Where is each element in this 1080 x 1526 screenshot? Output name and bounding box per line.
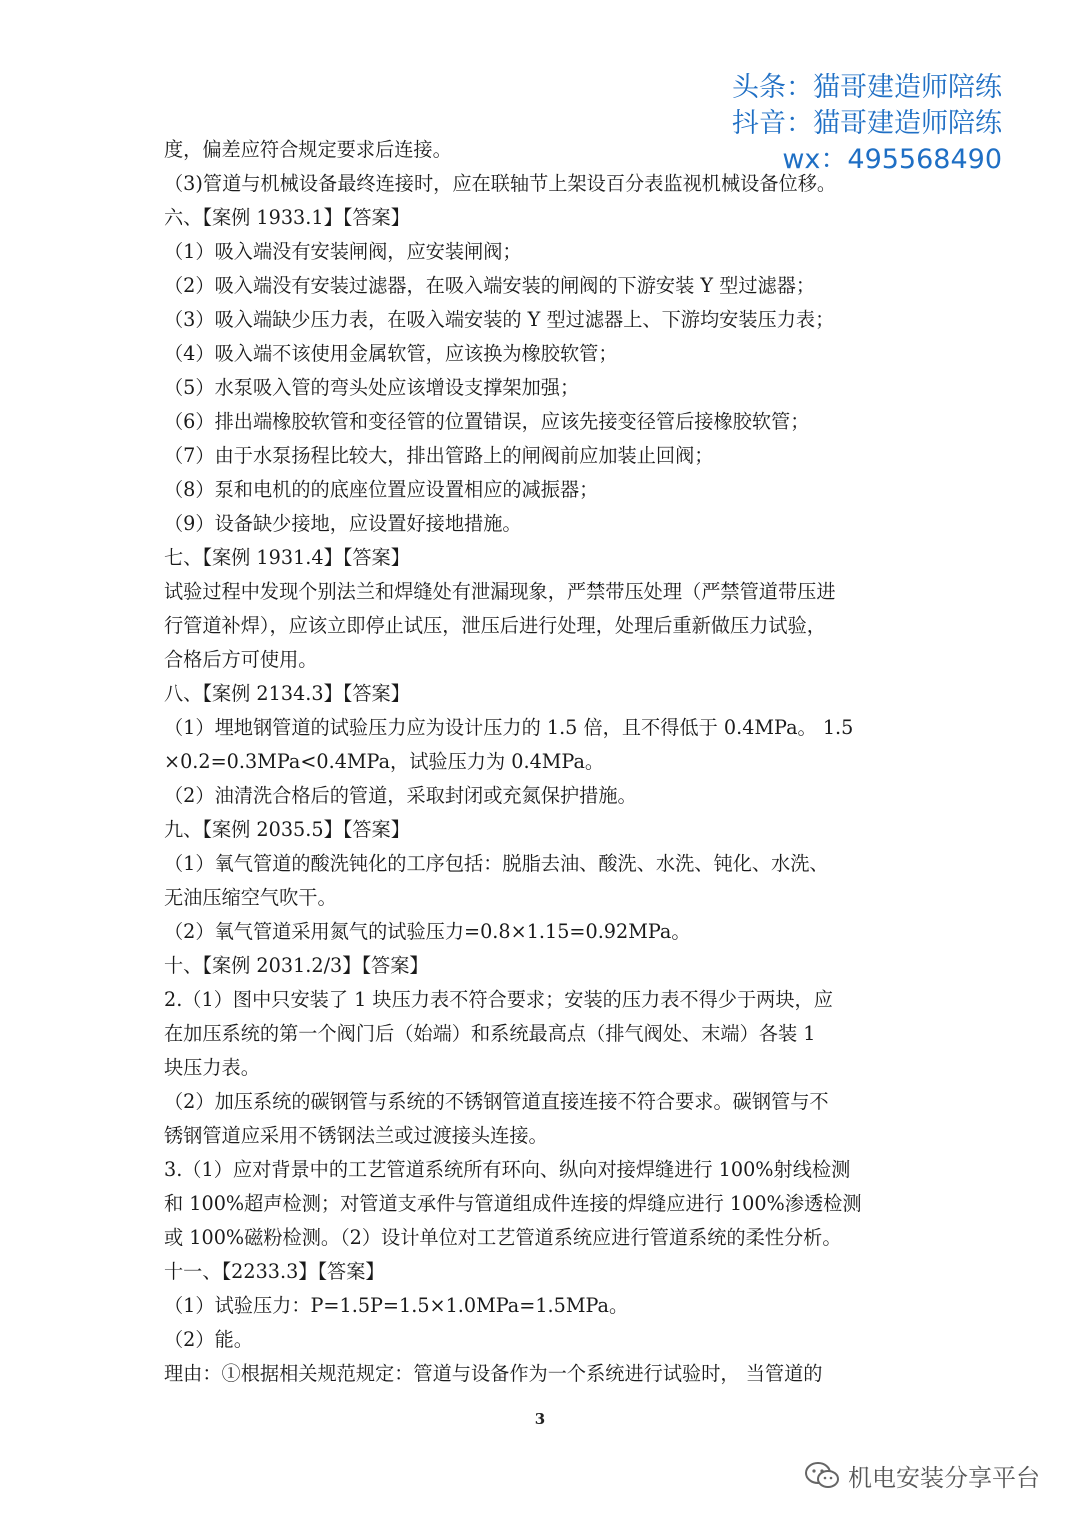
text-line: （1）吸入端没有安装闸阀，应安装闸阀； <box>164 240 522 263</box>
text-line: 八、【案例 2134.3】【答案】 <box>164 682 410 705</box>
document-body <box>164 133 924 1391</box>
watermark-line-3: wx：495568490 <box>782 144 1002 175</box>
text-line: 九、【案例 2035.5】【答案】 <box>164 818 410 841</box>
text-line: （9）设备缺少接地，应设置好接地措施。 <box>164 512 522 535</box>
text-line: （2）油清洗合格后的管道，采取封闭或充氮保护措施。 <box>164 784 637 807</box>
text-line: （2）加压系统的碳钢管与系统的不锈钢管道直接连接不符合要求。碳钢管与不 <box>164 1090 829 1113</box>
text-line: 十、【案例 2031.2/3】【答案】 <box>164 954 429 977</box>
brand-name: 机电安装分享平台 <box>848 1464 1040 1492</box>
text-line: （2）氧气管道采用氮气的试验压力=0.8×1.15=0.92MPa。 <box>164 920 691 943</box>
text-line: （3）吸入端缺少压力表，在吸入端安装的 Y 型过滤器上、下游均安装压力表； <box>164 308 835 331</box>
text-line: 六、【案例 1933.1】【答案】 <box>164 206 410 229</box>
text-line: 2.（1）图中只安装了 1 块压力表不符合要求；安装的压力表不得少于两块，应 <box>164 988 833 1011</box>
text-line: （3)管道与机械设备最终连接时，应在联轴节上架设百分表监视机械设备位移。 <box>164 172 837 195</box>
text-line: （2）能。 <box>164 1328 253 1351</box>
text-line: 七、【案例 1931.4】【答案】 <box>164 546 410 569</box>
brand-footer <box>804 1458 1040 1493</box>
text-line: （5）水泵吸入管的弯头处应该增设支撑架加强； <box>164 376 580 399</box>
page-number: 3 <box>534 1410 546 1428</box>
text-line: （4）吸入端不该使用金属软管，应该换为橡胶软管； <box>164 342 618 365</box>
text-line: 理由：①根据相关规范规定：管道与设备作为一个系统进行试验时， 当管道的 <box>164 1362 823 1385</box>
text-line: ×0.2=0.3MPa<0.4MPa，试验压力为 0.4MPa。 <box>164 750 605 773</box>
text-line: 度，偏差应符合规定要求后连接。 <box>164 138 452 161</box>
text-line: （2）吸入端没有安装过滤器，在吸入端安装的闸阀的下游安装 Y 型过滤器； <box>164 274 816 297</box>
watermark-line-2: 抖音：猫哥建造师陪练 <box>732 108 1002 139</box>
text-line: 锈钢管道应采用不锈钢法兰或过渡接头连接。 <box>164 1124 548 1147</box>
text-line: 试验过程中发现个别法兰和焊缝处有泄漏现象，严禁带压处理（严禁管道带压进 <box>164 580 836 603</box>
wechat-icon <box>804 1461 840 1491</box>
text-line: （7）由于水泵扬程比较大，排出管路上的闸阀前应加装止回阀； <box>164 444 714 467</box>
text-line: 在加压系统的第一个阀门后（始端）和系统最高点（排气阀处、末端）各装 1 <box>164 1022 816 1045</box>
watermark-line-1: 头条：猫哥建造师陪练 <box>732 72 1002 103</box>
text-line: 和 100%超声检测；对管道支承件与管道组成件连接的焊缝应进行 100%渗透检测 <box>164 1192 862 1215</box>
text-line: 3.（1）应对背景中的工艺管道系统所有环向、纵向对接焊缝进行 100%射线检测 <box>164 1158 851 1181</box>
text-line: 块压力表。 <box>164 1056 260 1079</box>
text-line: 或 100%磁粉检测。（2）设计单位对工艺管道系统应进行管道系统的柔性分析。 <box>164 1226 842 1249</box>
text-line: （1）氧气管道的酸洗钝化的工序包括：脱脂去油、酸洗、水洗、钝化、水洗、 <box>164 852 829 875</box>
text-line: （8）泵和电机的的底座位置应设置相应的减振器； <box>164 478 599 501</box>
text-line: 合格后方可使用。 <box>164 648 318 671</box>
text-line: 行管道补焊），应该立即停止试压，泄压后进行处理，处理后重新做压力试验， <box>164 614 826 637</box>
text-line: 十一、【2233.3】【答案】 <box>164 1260 385 1283</box>
text-line: （1）试验压力：P=1.5P=1.5×1.0MPa=1.5MPa。 <box>164 1294 629 1317</box>
text-line: 无油压缩空气吹干。 <box>164 886 337 909</box>
text-line: （6）排出端橡胶软管和变径管的位置错误，应该先接变径管后接橡胶软管； <box>164 410 810 433</box>
text-line: （1）埋地钢管道的试验压力应为设计压力的 1.5 倍，且不得低于 0.4MPa。 1.5 <box>164 716 854 739</box>
